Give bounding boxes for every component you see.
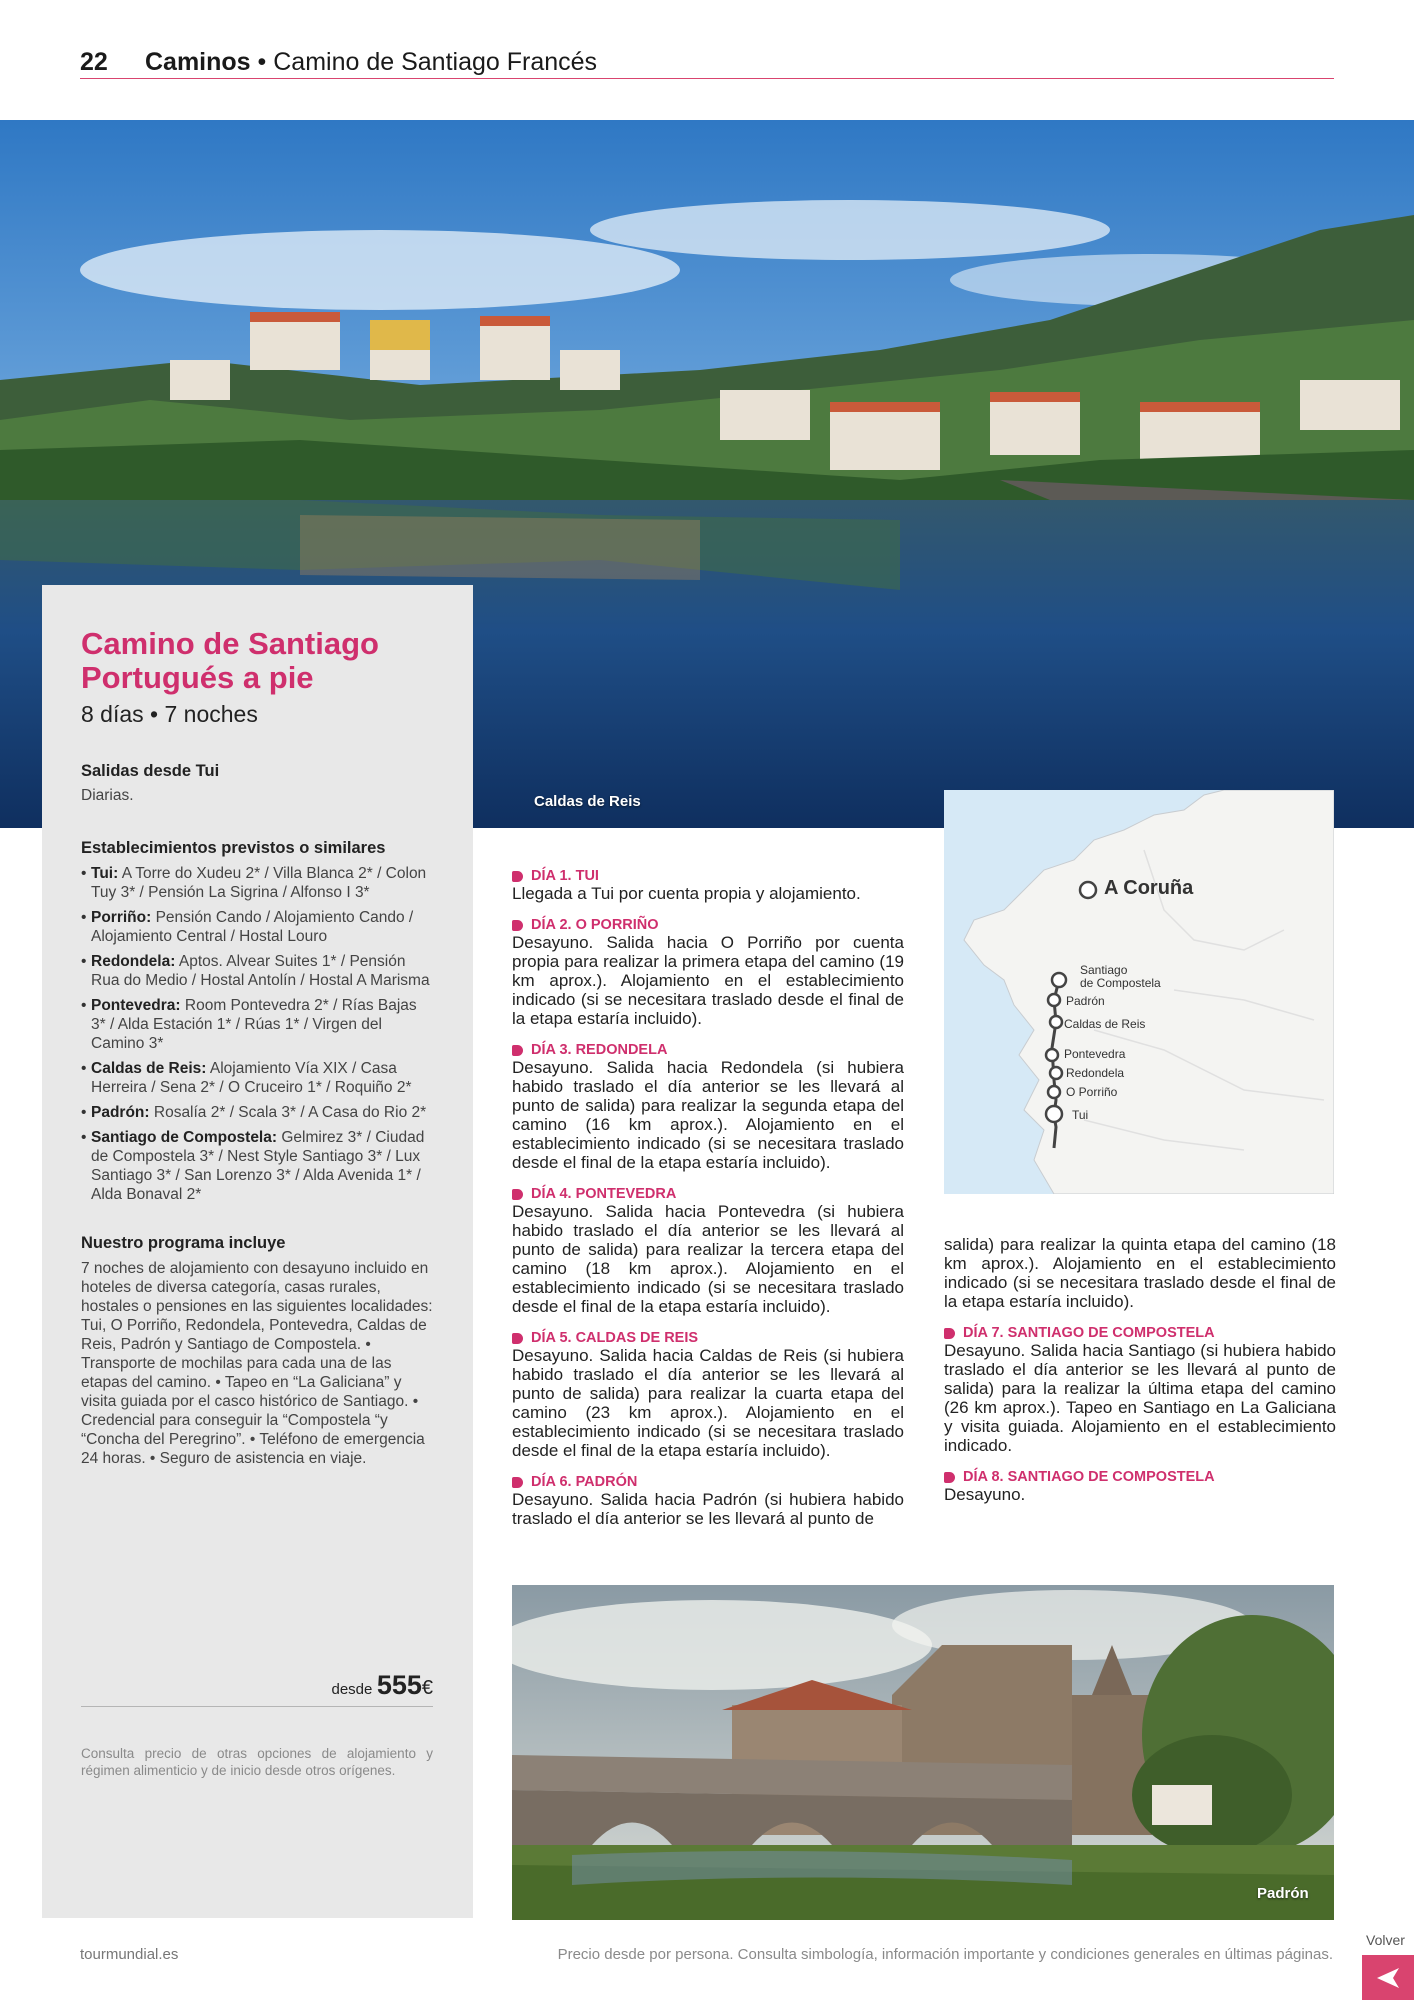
day-title: DÍA 2. O PORRIÑO	[531, 917, 659, 933]
subsection-name: Camino de Santiago Francés	[273, 48, 598, 76]
establishment-item	[81, 1059, 433, 1097]
itinerary-column-2	[944, 1235, 1336, 1504]
back-button[interactable]	[1362, 1955, 1414, 2000]
establishment-place: Redondela:	[91, 953, 176, 970]
program-sidebar	[42, 585, 473, 1918]
price-note: Consulta precio de otras opciones de alojamiento y régimen alimenticio y de inicio desde otros orígenes.	[81, 1746, 433, 1778]
bottom-photo-caption: Padrón	[1257, 1885, 1309, 1902]
bottom-photo	[512, 1585, 1334, 1920]
map-stop-santiago-line1: Santiago	[1080, 963, 1128, 977]
tag-icon	[512, 1045, 523, 1056]
map-stop-label: Redondela	[1066, 1066, 1125, 1080]
establishment-hotels: Aptos. Alvear Suites 1* / Pensión Rua do Medio / Hostal Antolín / Hostal A Marisma	[91, 953, 430, 989]
tag-icon	[944, 1328, 955, 1339]
program-title-line2: Portugués a pie	[81, 660, 314, 695]
back-label[interactable]: Volver	[1366, 1932, 1405, 1948]
day-text: Desayuno. Salida hacia Padrón (si hubiera habido traslado el día anterior se les llevará al punto de	[512, 1490, 904, 1528]
day-text-continuation: salida) para realizar la quinta etapa del camino (18 km aprox.). Alojamiento en el establecimiento indicado (si se necesitara traslado desde el final de la etapa estaría incluido).	[944, 1235, 1336, 1311]
day-heading	[944, 1325, 1336, 1341]
section-name: Caminos	[145, 48, 251, 76]
map-stop-label: Pontevedra	[1064, 1047, 1126, 1061]
establishment-item	[81, 1103, 433, 1122]
page-number: 22	[80, 48, 108, 76]
day-heading	[512, 917, 904, 933]
establishment-hotels: Gelmirez 3* / Ciudad de Compostela 3* / Nest Style Santiago 3* / Lux Santiago 3* / San Lorenzo 3* / Alda Avenida 1* / Alda Bonaval 2*	[91, 1129, 425, 1203]
establishment-item	[81, 908, 433, 946]
tag-icon	[512, 1189, 523, 1200]
establishments-list	[81, 864, 433, 1204]
tag-icon	[512, 871, 523, 882]
departures-text: Diarias.	[81, 787, 134, 804]
day-title: DÍA 8. SANTIAGO DE COMPOSTELA	[963, 1469, 1215, 1485]
establishment-hotels: Alojamiento Vía XIX / Casa Herreira / Sena 2* / O Cruceiro 1* / Roquiño 2*	[91, 1060, 412, 1096]
day-title: DÍA 3. REDONDELA	[531, 1042, 668, 1058]
day-heading	[512, 1474, 904, 1490]
map-stop-label: Caldas de Reis	[1064, 1017, 1146, 1031]
day-text: Desayuno. Salida hacia Santiago (si hubiera habido traslado el día anterior se les llevará al punto de salida) para la realizar la última etapa del camino (26 km aprox.). Tapeo en Santiago en La Galiciana y visita guiada. Alojamiento en el establecimiento indicado.	[944, 1341, 1336, 1455]
section-title	[145, 48, 597, 77]
day-title: DÍA 7. SANTIAGO DE COMPOSTELA	[963, 1325, 1215, 1341]
program-title	[81, 627, 433, 695]
establishment-place: Santiago de Compostela:	[91, 1129, 278, 1146]
day-text: Desayuno. Salida hacia Caldas de Reis (si hubiera habido traslado el día anterior se les llevará al punto de salida) para realizar la cuarta etapa del camino (23 km aprox.). Alojamiento en el establecimiento indicado (si se necesitara traslado desde el final de la etapa estaría incluido).	[512, 1346, 904, 1460]
price-value: 555	[376, 1670, 422, 1700]
tag-icon	[512, 920, 523, 931]
footer-disclaimer: Precio desde por persona. Consulta simbología, información importante y condiciones generales en últimas páginas.	[557, 1946, 1333, 1963]
establishment-place: Padrón:	[91, 1104, 150, 1121]
map-stop-label: Tui	[1072, 1108, 1089, 1122]
section-separator: •	[250, 48, 274, 76]
footer-site[interactable]: tourmundial.es	[80, 1946, 179, 1963]
map-city-label: A Coruña	[1104, 877, 1194, 899]
price-label: desde	[331, 1681, 373, 1698]
establishment-item	[81, 1128, 433, 1204]
page-header	[80, 48, 1334, 79]
establishment-place: Porriño:	[91, 909, 152, 926]
hero-caption: Caldas de Reis	[534, 793, 641, 810]
establishment-hotels: Rosalía 2* / Scala 3* / A Casa do Rio 2*	[153, 1104, 427, 1121]
program-title-line1: Camino de Santiago	[81, 626, 379, 661]
back-arrow-icon	[1375, 1966, 1401, 1990]
establishment-hotels: A Torre do Xudeu 2* / Villa Blanca 2* / Colon Tuy 3* / Pensión La Sigrina / Alfonso I 3*	[91, 865, 427, 901]
day-text: Desayuno. Salida hacia Pontevedra (si hubiera habido traslado el día anterior se les llevará al punto de salida) para realizar la tercera etapa del camino (18 km aprox.). Alojamiento en el establecimiento indicado (si se necesitara traslado desde el final de la etapa estaría incluido).	[512, 1202, 904, 1316]
map-stop-label: Padrón	[1066, 994, 1105, 1008]
sidebar-content	[81, 627, 433, 1468]
day-title: DÍA 4. PONTEVEDRA	[531, 1186, 677, 1202]
establishment-item	[81, 952, 433, 990]
establishment-place: Caldas de Reis:	[91, 1060, 207, 1077]
establishment-hotels: Room Pontevedra 2* / Rías Bajas 3* / Alda Estación 1* / Rúas 1* / Virgen del Camino 3*	[91, 997, 417, 1052]
establishment-item	[81, 864, 433, 902]
day-heading	[512, 1186, 904, 1202]
establishment-place: Pontevedra:	[91, 997, 181, 1014]
day-text: Desayuno. Salida hacia O Porriño por cuenta propia para realizar la primera etapa del camino (19 km aprox.). Alojamiento en el establecimiento indicado (si se necesitara traslado desde el final de la etapa estaría incluido).	[512, 933, 904, 1028]
price-currency: €	[421, 1677, 433, 1699]
tag-icon	[944, 1472, 955, 1483]
price-row	[81, 1670, 433, 1707]
day-title: DÍA 1. TUI	[531, 868, 599, 884]
establishment-place: Tui:	[91, 865, 119, 882]
departures-heading: Salidas desde Tui	[81, 762, 220, 780]
includes-text: 7 noches de alojamiento con desayuno incluido en hoteles de diversa categoría, casas rurales, hostales o pensiones en las siguientes localidades: Tui, O Porriño, Redondela, Pontevedra, Caldas de Reis, Padrón y Santiago de Compostela. • Transporte de mochilas para cada una de las etapas del camino. • Tapeo en “La Galiciana” y visita guiada por el casco histórico de Santiago. • Credencial para conseguir la “Compostela “y “Concha del Peregrino”. • Teléfono de emergencia 24 horas. • Seguro de asistencia en viaje.	[81, 1260, 433, 1467]
tag-icon	[512, 1333, 523, 1344]
day-title: DÍA 5. CALDAS DE REIS	[531, 1330, 699, 1346]
day-text: Llegada a Tui por cuenta propia y alojamiento.	[512, 884, 861, 903]
map-stop-label: O Porriño	[1066, 1085, 1118, 1099]
day-title: DÍA 6. PADRÓN	[531, 1474, 638, 1490]
day-heading	[512, 1042, 904, 1058]
day-heading	[944, 1469, 1336, 1485]
day-text: Desayuno. Salida hacia Redondela (si hubiera habido traslado el día anterior se les llevará al punto de salida) para realizar la segunda etapa del camino (16 km aprox.). Alojamiento en el establecimiento indicado (si se necesitara traslado desde el final de la etapa estaría incluido).	[512, 1058, 904, 1172]
establishment-item	[81, 996, 433, 1053]
day-heading	[512, 1330, 904, 1346]
day-text: Desayuno.	[944, 1485, 1026, 1504]
day-heading	[512, 868, 904, 884]
program-duration: 8 días • 7 noches	[81, 701, 258, 727]
establishment-hotels: Pensión Cando / Alojamiento Cando / Alojamiento Central / Hostal Louro	[91, 909, 414, 945]
establishments-heading: Establecimientos previstos o similares	[81, 839, 386, 857]
includes-heading: Nuestro programa incluye	[81, 1234, 286, 1252]
itinerary-column-1	[512, 868, 904, 1528]
map-stop-santiago-line2: de Compostela	[1080, 976, 1161, 990]
map-stop-santiago	[1080, 964, 1161, 990]
tag-icon	[512, 1477, 523, 1488]
route-map	[944, 790, 1334, 1194]
map-graphic	[944, 790, 1334, 1194]
